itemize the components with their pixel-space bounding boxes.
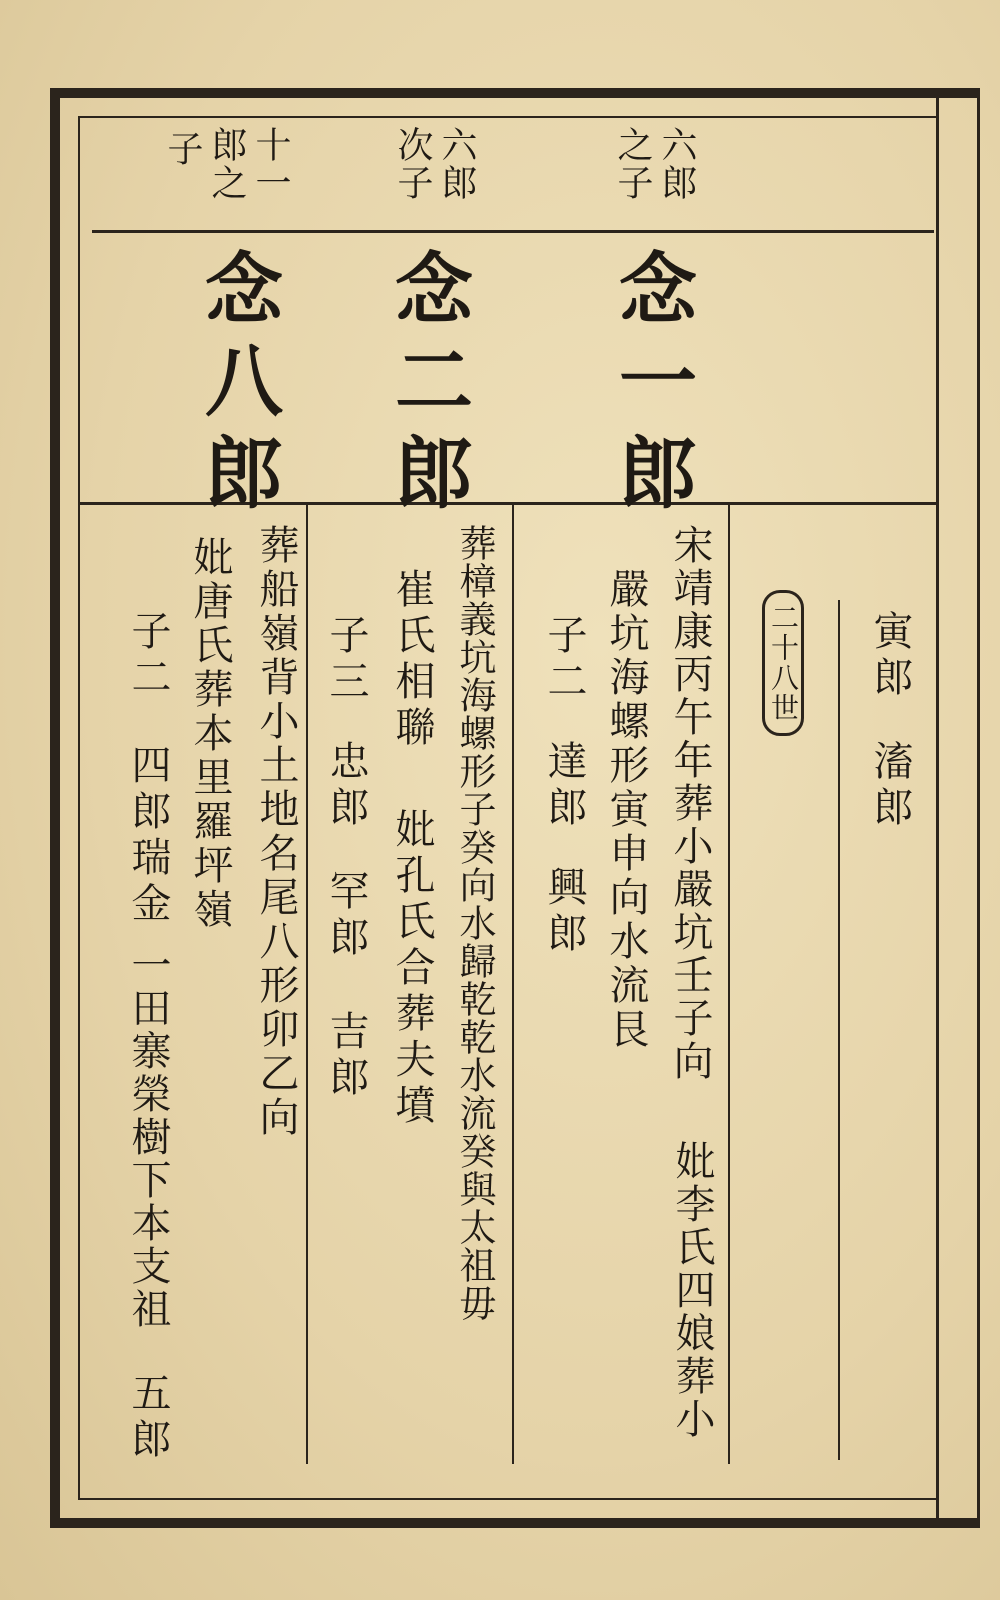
generation-badge: 二十八世 [762,590,804,736]
header-note-1b: 之子 [612,126,653,202]
entry1-burial: 宋靖康丙午年葬小嚴坑壬子向 [667,524,713,1083]
entry3-son-1-note: 一田寨榮樹下本支祖 [125,944,171,1331]
panel-divider [838,600,840,1460]
entry1-son-2: 興郎 [541,866,587,958]
header-note-3c: 子 [162,130,203,168]
entry2-son-1: 忠郎 [323,740,369,832]
header-note-2a: 六郎 [436,126,477,202]
book-spine [936,88,980,1528]
entry1-son-1: 達郎 [541,740,587,832]
entry3-wife: 妣唐氏葬本里羅坪嶺 [187,536,233,932]
header-note-3b: 郎之 [206,126,247,202]
entry1-sons-count: 子二 [541,614,587,706]
entry3-sons-count: 子二 [125,610,171,702]
column-divider [512,504,514,1464]
right-panel-name-2: 滀郎 [867,740,913,832]
entry1-burial-cont: 嚴坑海螺形寅申向水流艮 [603,568,649,1052]
entry2-son-3: 吉郎 [323,1010,369,1102]
name-nianba-lang: 念八郎 [192,248,283,524]
header-note-2b: 次子 [392,126,433,202]
entry2-wife: 妣孔氏合葬夫墳 [389,808,435,1130]
column-divider [306,504,308,1464]
entry3-son-1: 四郎瑞金 [125,744,171,928]
entry2-son-2: 罕郎 [323,870,369,962]
header-divider [92,230,934,233]
entry2-sons-count: 子三 [323,614,369,706]
entry2-burial: 葬樟義坑海螺形子癸向水歸乾乾水流癸與太祖毋 [453,524,496,1322]
name-nianyi-lang: 念一郎 [606,248,697,524]
header-note-3a: 十一 [250,126,291,202]
entry2-mother-link: 崔氏相聯 [389,568,435,752]
entry3-burial: 葬船嶺背小土地名尾八形卯乙向 [253,524,299,1140]
entry1-wife: 妣李氏四娘葬小 [669,1140,715,1441]
column-divider [728,504,730,1464]
entry3-son-2: 五郎 [125,1372,171,1464]
name-nianer-lang: 念二郎 [382,248,473,524]
right-panel-name-1: 寅郎 [867,610,913,702]
header-note-1a: 六郎 [656,126,697,202]
